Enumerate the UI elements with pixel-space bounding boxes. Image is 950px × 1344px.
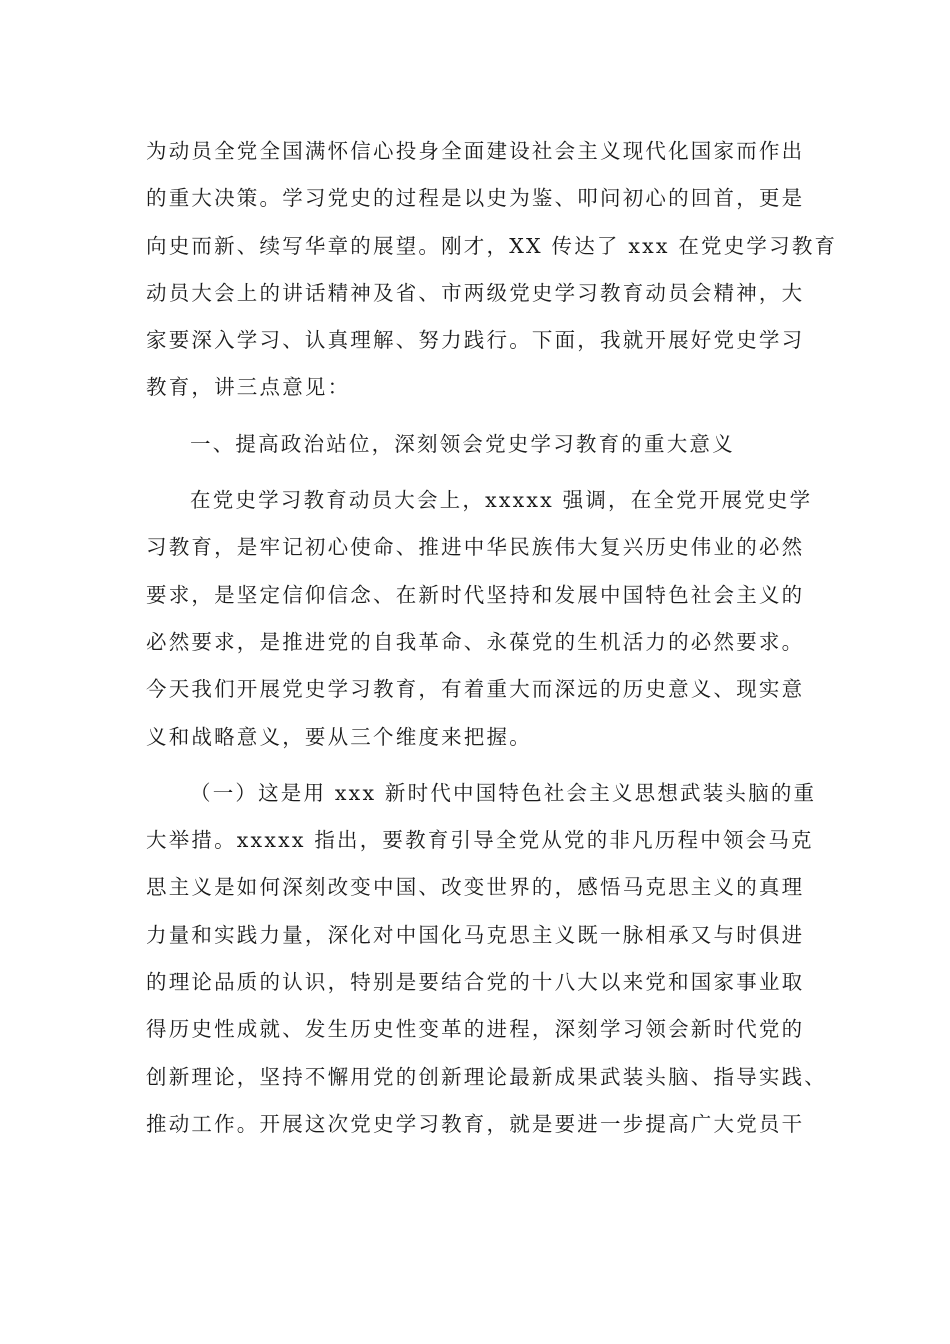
significance-paragraph: [146, 477, 813, 761]
document-body: [146, 128, 838, 1148]
paragraph-line: 力量和实践力量，深化对中国化马克思主义既一脉相承又与时俱进: [146, 922, 805, 947]
paragraph-line: 动员大会上的讲话精神及省、市两级党史学习教育动员会精神，大: [146, 280, 805, 305]
paragraph-line: 大举措。xxxxx 指出，要教育引导全党从党的非凡历程中领会马克: [146, 828, 814, 853]
paragraph-line: 向史而新、续写华章的展望。刚才，XX 传达了 xxx 在党史学习教育: [146, 233, 838, 258]
paragraph-line: 教育，讲三点意见：: [146, 375, 351, 400]
section-heading: 一、提高政治站位，深刻领会党史学习教育的重大意义: [190, 431, 735, 456]
intro-paragraph: [146, 128, 838, 412]
paragraph-line: 要求，是坚定信仰信念、在新时代坚持和发展中国特色社会主义的: [146, 582, 805, 607]
paragraph-line: 家要深入学习、认真理解、努力践行。下面，我就开展好党史学习: [146, 328, 805, 353]
paragraph-line: 为动员全党全国满怀信心投身全面建设社会主义现代化国家而作出: [146, 139, 805, 163]
paragraph-line: 的重大决策。学习党史的过程是以史为鉴、叩问初心的回首，更是: [146, 186, 805, 211]
paragraph-line: 必然要求，是推进党的自我革命、永葆党的生机活力的必然要求。: [146, 629, 805, 654]
paragraph-line: 得历史性成就、发生历史性变革的进程，深刻学习领会新时代党的: [146, 1017, 805, 1042]
paragraph-line: 思主义是如何深刻改变中国、改变世界的，感悟马克思主义的真理: [146, 875, 805, 900]
paragraph-line: 习教育，是牢记初心使命、推进中华民族伟大复兴历史伟业的必然: [146, 535, 805, 560]
paragraph-line: 创新理论，坚持不懈用党的创新理论最新成果武装头脑、指导实践、: [146, 1064, 827, 1089]
subsection-paragraph: [146, 770, 827, 1148]
paragraph-line: （一）这是用 xxx 新时代中国特色社会主义思想武装头脑的重: [190, 780, 817, 805]
paragraph-line: 义和战略意义，要从三个维度来把握。: [146, 724, 532, 749]
paragraph-line: 今天我们开展党史学习教育，有着重大而深远的历史意义、现实意: [146, 677, 805, 702]
paragraph-line: 的理论品质的认识，特别是要结合党的十八大以来党和国家事业取: [146, 970, 805, 995]
paragraph-line: 推动工作。开展这次党史学习教育，就是要进一步提高广大党员干: [146, 1111, 805, 1136]
paragraph-line: 在党史学习教育动员大会上，xxxxx 强调，在全党开展党史学: [190, 488, 813, 513]
